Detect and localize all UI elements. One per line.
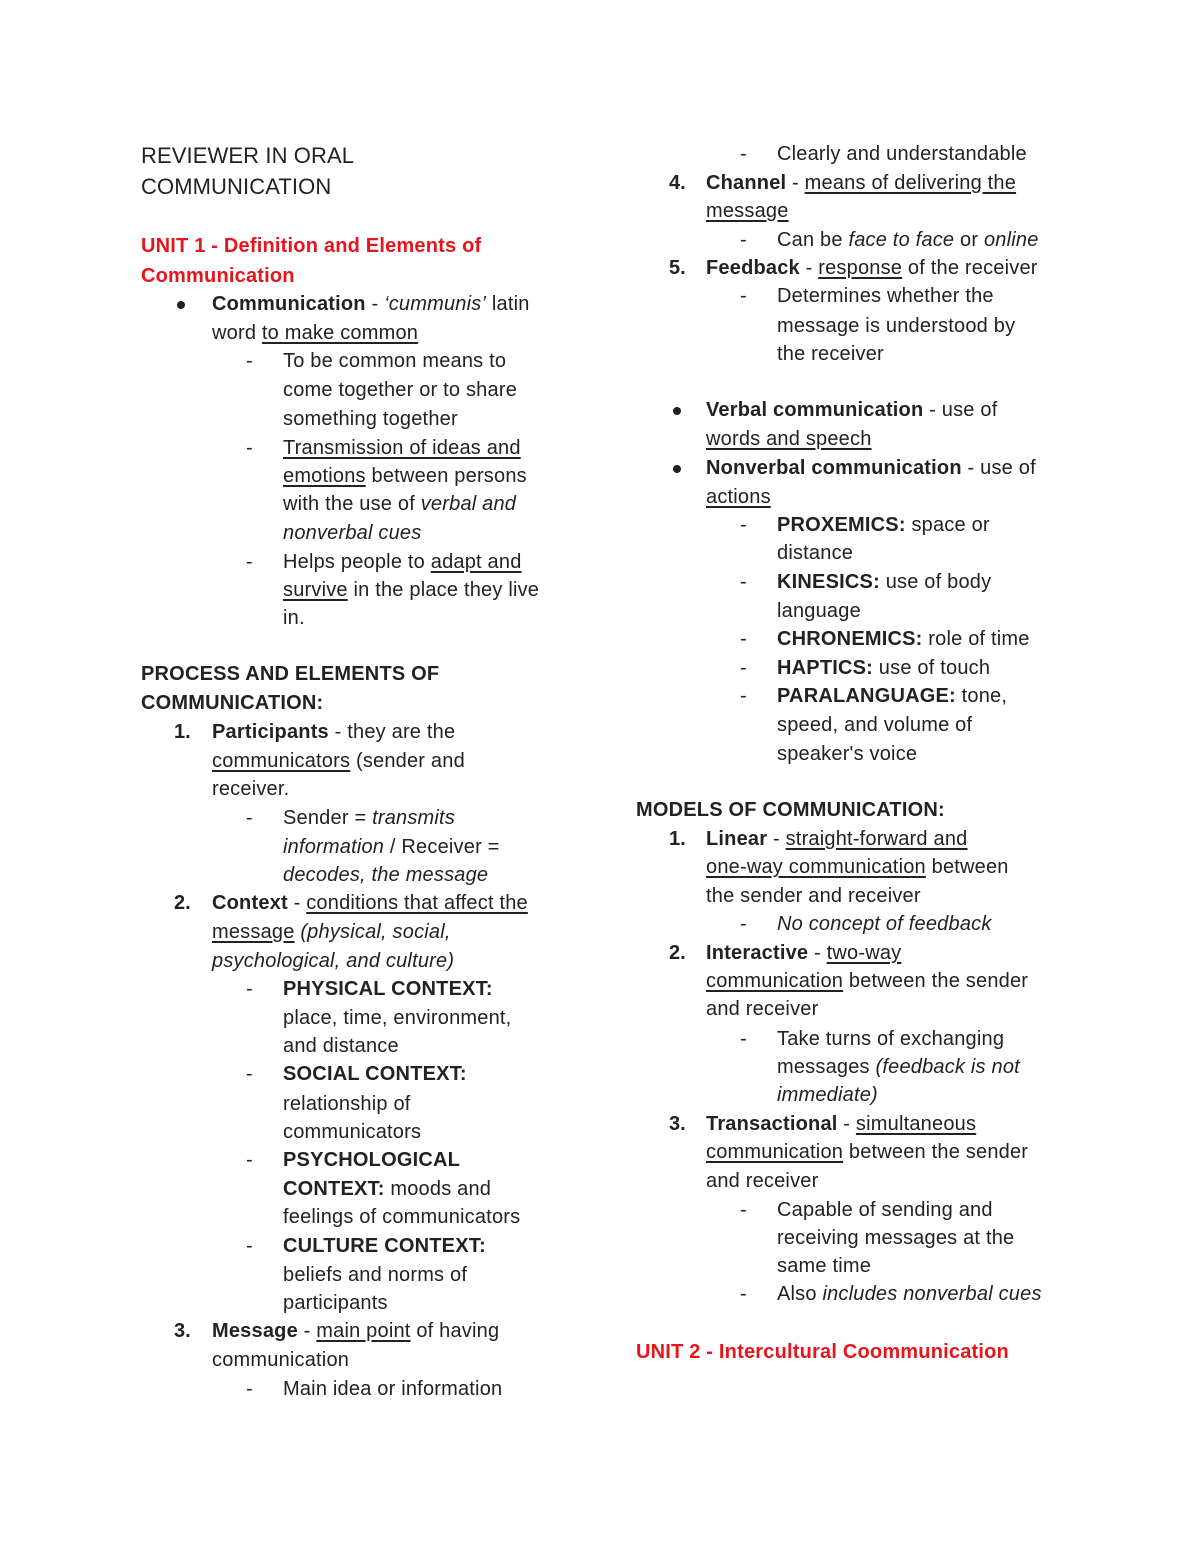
bullet-icon — [673, 407, 681, 415]
participants-sender: Sender = transmits — [283, 807, 456, 829]
message-detail-1: Main idea or information — [283, 1378, 503, 1400]
dash-marker: - — [740, 514, 747, 536]
channel-item: Channel - means of delivering the — [706, 172, 1017, 194]
linear-detail-1: No concept of feedback — [777, 913, 992, 935]
list-number: 2. — [669, 942, 686, 964]
kinesics: KINESICS: use of body — [777, 571, 992, 593]
dash-marker: - — [246, 807, 253, 829]
interactive-model-line2: communication between the sender — [706, 970, 1029, 992]
transactional-detail-1-line3: same time — [777, 1255, 872, 1277]
psychological-context-line3: feelings of communicators — [283, 1206, 521, 1228]
nonverbal-communication: Nonverbal communication - use of — [706, 457, 1036, 479]
feedback-detail-1-line3: the receiver — [777, 343, 884, 365]
culture-context-line2: beliefs and norms of — [283, 1264, 468, 1286]
haptics: HAPTICS: use of touch — [777, 657, 991, 679]
list-number: 1. — [669, 828, 686, 850]
communication-detail-1-line2: come together or to share — [283, 379, 518, 401]
transactional-detail-2: Also includes nonverbal cues — [777, 1283, 1042, 1305]
communication-detail-2-line4: nonverbal cues — [283, 522, 422, 544]
communication-detail-3: Helps people to adapt and — [283, 551, 522, 573]
interactive-model-line3: and receiver — [706, 998, 819, 1020]
dash-marker: - — [740, 571, 747, 593]
list-number: 1. — [174, 721, 191, 743]
communication-detail-3-line2: survive in the place they live — [283, 579, 540, 601]
transactional-detail-1-line2: receiving messages at the — [777, 1227, 1015, 1249]
linear-model: Linear - straight-forward and — [706, 828, 968, 850]
dash-marker: - — [740, 143, 747, 165]
participants-sender-line3: decodes, the message — [283, 864, 489, 886]
dash-marker: - — [246, 978, 253, 1000]
dash-marker: - — [740, 285, 747, 307]
bullet-icon — [177, 301, 185, 309]
dash-marker: - — [246, 1378, 253, 1400]
dash-marker: - — [740, 1199, 747, 1221]
process-heading-line2: COMMUNICATION: — [141, 692, 324, 714]
social-context-line2: relationship of — [283, 1093, 411, 1115]
culture-context-line3: participants — [283, 1292, 388, 1314]
dash-marker: - — [740, 1028, 747, 1050]
verbal-communication: Verbal communication - use of — [706, 399, 998, 421]
transactional-model: Transactional - simultaneous — [706, 1113, 977, 1135]
channel-detail-1: Can be face to face or online — [777, 229, 1039, 251]
transactional-detail-1: Capable of sending and — [777, 1199, 993, 1221]
list-number: 3. — [174, 1320, 191, 1342]
dash-marker: - — [740, 1283, 747, 1305]
proxemics-line2: distance — [777, 542, 854, 564]
participants-item: Participants - they are the — [212, 721, 456, 743]
doc-title-line1: REVIEWER IN ORAL — [141, 143, 355, 168]
interactive-model: Interactive - two-way — [706, 942, 902, 964]
feedback-detail-1-line2: message is understood by — [777, 315, 1016, 337]
models-heading: MODELS OF COMMUNICATION: — [636, 799, 945, 821]
dash-marker: - — [740, 628, 747, 650]
dash-marker: - — [246, 1063, 253, 1085]
participants-item-line3: receiver. — [212, 778, 290, 800]
dash-marker: - — [246, 1149, 253, 1171]
interactive-detail-1: Take turns of exchanging — [777, 1028, 1005, 1050]
bullet-icon — [673, 465, 681, 473]
interactive-detail-1-line2: messages (feedback is not — [777, 1056, 1020, 1078]
context-item-line2: message (physical, social, — [212, 921, 451, 943]
psychological-context-line2: CONTEXT: moods and — [283, 1178, 492, 1200]
communication-detail-2-line2: emotions between persons — [283, 465, 527, 487]
unit1-heading-line2: Communication — [141, 265, 295, 287]
interactive-detail-1-line3: immediate) — [777, 1084, 878, 1106]
dash-marker: - — [246, 1235, 253, 1257]
dash-marker: - — [246, 437, 253, 459]
communication-detail-1: To be common means to — [283, 350, 507, 372]
unit2-heading: UNIT 2 - Intercultural Coommunication — [636, 1341, 1009, 1363]
psychological-context-label: PSYCHOLOGICAL — [283, 1149, 461, 1171]
physical-context-label: PHYSICAL CONTEXT: — [283, 978, 493, 1000]
proxemics: PROXEMICS: space or — [777, 514, 990, 536]
physical-context-line3: and distance — [283, 1035, 399, 1057]
participants-item-line2: communicators (sender and — [212, 750, 465, 772]
context-item-line3: psychological, and culture) — [212, 950, 455, 972]
list-number: 5. — [669, 257, 686, 279]
unit1-heading-line1: UNIT 1 - Definition and Elements of — [141, 235, 482, 257]
dash-marker: - — [246, 350, 253, 372]
feedback-detail-1: Determines whether the — [777, 285, 994, 307]
chronemics: CHRONEMICS: role of time — [777, 628, 1030, 650]
list-number: 3. — [669, 1113, 686, 1135]
paralanguage: PARALANGUAGE: tone, — [777, 685, 1008, 707]
communication-detail-2-line3: with the use of verbal and — [283, 493, 517, 515]
context-item: Context - conditions that affect the — [212, 892, 528, 914]
list-number: 4. — [669, 172, 686, 194]
communication-definition-line2: word to make common — [212, 322, 419, 344]
dash-marker: - — [740, 913, 747, 935]
verbal-communication-line2: words and speech — [706, 428, 872, 450]
social-context-line3: communicators — [283, 1121, 422, 1143]
physical-context-line2: place, time, environment, — [283, 1007, 512, 1029]
process-heading-line1: PROCESS AND ELEMENTS OF — [141, 663, 440, 685]
linear-model-line3: the sender and receiver — [706, 885, 921, 907]
nonverbal-communication-line2: actions — [706, 486, 771, 508]
social-context-label: SOCIAL CONTEXT: — [283, 1063, 467, 1085]
linear-model-line2: one-way communication between — [706, 856, 1009, 878]
communication-detail-2: Transmission of ideas and — [283, 437, 521, 459]
message-item: Message - main point of having — [212, 1320, 500, 1342]
transactional-model-line2: communication between the sender — [706, 1141, 1029, 1163]
dash-marker: - — [246, 551, 253, 573]
feedback-item: Feedback - response of the receiver — [706, 257, 1038, 279]
paralanguage-line3: speaker's voice — [777, 743, 918, 765]
message-item-line2: communication — [212, 1349, 350, 1371]
list-number: 2. — [174, 892, 191, 914]
communication-definition: Communication - ‘cummunis’ latin — [212, 293, 530, 315]
participants-sender-line2: information / Receiver = — [283, 836, 500, 858]
transactional-model-line3: and receiver — [706, 1170, 819, 1192]
dash-marker: - — [740, 229, 747, 251]
doc-title-line2: COMMUNICATION — [141, 174, 332, 199]
dash-marker: - — [740, 685, 747, 707]
communication-detail-1-line3: something together — [283, 408, 458, 430]
culture-context-label: CULTURE CONTEXT: — [283, 1235, 486, 1257]
paralanguage-line2: speed, and volume of — [777, 714, 973, 736]
dash-marker: - — [740, 657, 747, 679]
message-detail-2: Clearly and understandable — [777, 143, 1027, 165]
kinesics-line2: language — [777, 600, 861, 622]
channel-item-line2: message — [706, 200, 789, 222]
communication-detail-3-line3: in. — [283, 607, 305, 629]
